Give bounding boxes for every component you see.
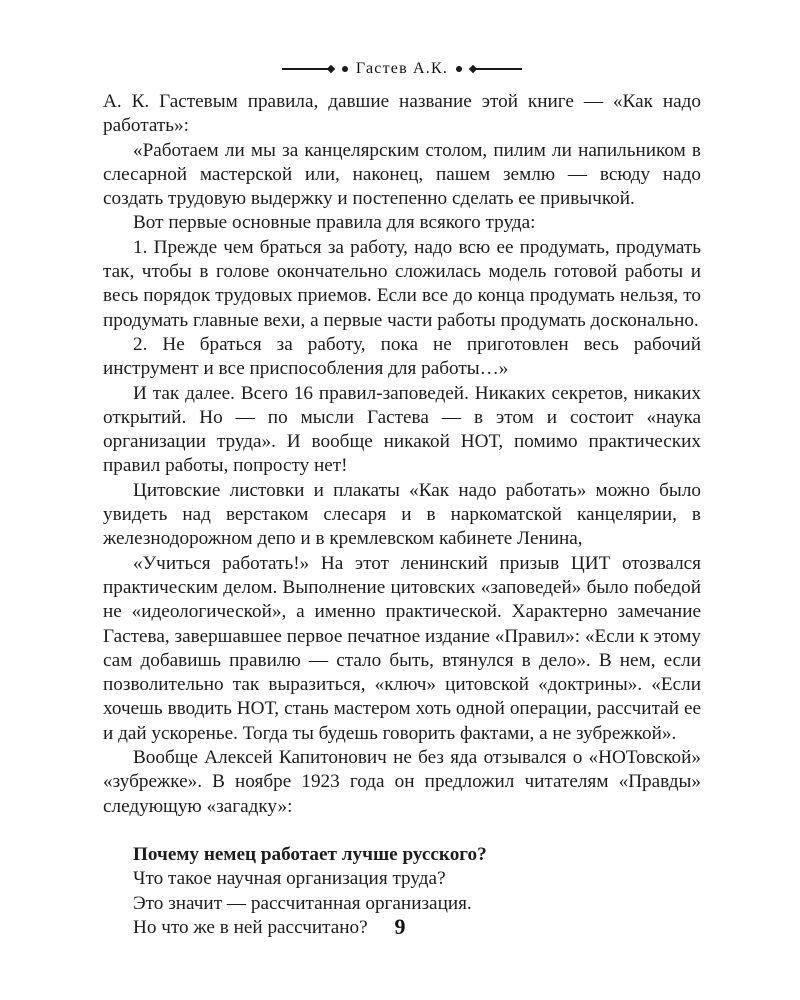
paragraph: 2. Не браться за работу, пока не приготовлен весь рабочий инструмент и все приспособления для работы…» <box>103 333 701 380</box>
riddle-title: Почему немец работает лучше русского? <box>133 843 487 865</box>
left-ornament-icon <box>282 66 348 72</box>
paragraph: Вот первые основные правила для всякого труда: <box>133 212 536 234</box>
book-page <box>103 56 701 940</box>
riddle-line: Что такое научная организация труда? <box>133 868 446 890</box>
page-number: 9 <box>394 914 406 939</box>
paragraph: Вообще Алексей Капитонович не без яда отзывался о «НОТовской» «зубрежке». В ноябре 1923 года он предложил читателям «Правды» следующую «загадку»: <box>103 747 701 817</box>
riddle-line: Это значит — рассчитанная организация. <box>133 892 472 914</box>
paragraph: «Работаем ли мы за канцелярским столом, пилим ли напильником в слесарной мастерской или, наконец, пашем землю — всюду надо создать трудовую выдержку и постепенно сделать ее привычкой. <box>103 139 701 210</box>
right-ornament-icon <box>456 66 522 72</box>
paragraph: Цитовские листовки и плакаты «Как надо работать» можно было увидеть над верстаком слесаря и в наркоматской канцелярии, в железнодорожном депо и в кремлевском кабинете Ленина, <box>103 479 701 550</box>
paragraph: А. К. Гастевым правила, давшие название этой книге — «Как надо работать»: <box>103 91 701 137</box>
running-head-title: Гастев А.К. <box>355 60 449 77</box>
paragraph: «Учиться работать!» На этот ленинский призыв ЦИТ отозвался практическим делом. Выполнение цитовских «заповедей» было победой не «идеологической», а именно практической. Характерно замечание Гастева, завершавшее первое печатное издание «Правил»: «Если к этому сам добавишь правилю — стало быть, втянулся в дело». В нем, если позволительно так выразиться, «ключ» цитовской «доктрины». «Если хочешь вводить НОТ, стань мастером хоть одной операции, рассчитай ее и дай ускоренье. Тогда ты будешь говорить фактами, а не зубрежкой». <box>103 552 701 744</box>
paragraph: И так далее. Всего 16 правил-заповедей. Никаких секретов, никаких открытий. Но — по мысли Гастева — в этом и состоит «наука организации труда». И вообще никакой НОТ, помимо практических правил работы, попросту нет! <box>103 382 701 477</box>
riddle-line: Но что же в ней рассчитано? <box>133 916 368 938</box>
body-text <box>103 90 701 819</box>
paragraph: 1. Прежде чем браться за работу, надо всю ее продумать, продумать так, чтобы в голове окончательно сложилась модель готовой работы и весь порядок трудовых приемов. Если все до конца продумать нельзя, то продумать главные вехи, а первые части работы продумать досконально. <box>103 236 701 331</box>
running-head <box>103 56 701 82</box>
